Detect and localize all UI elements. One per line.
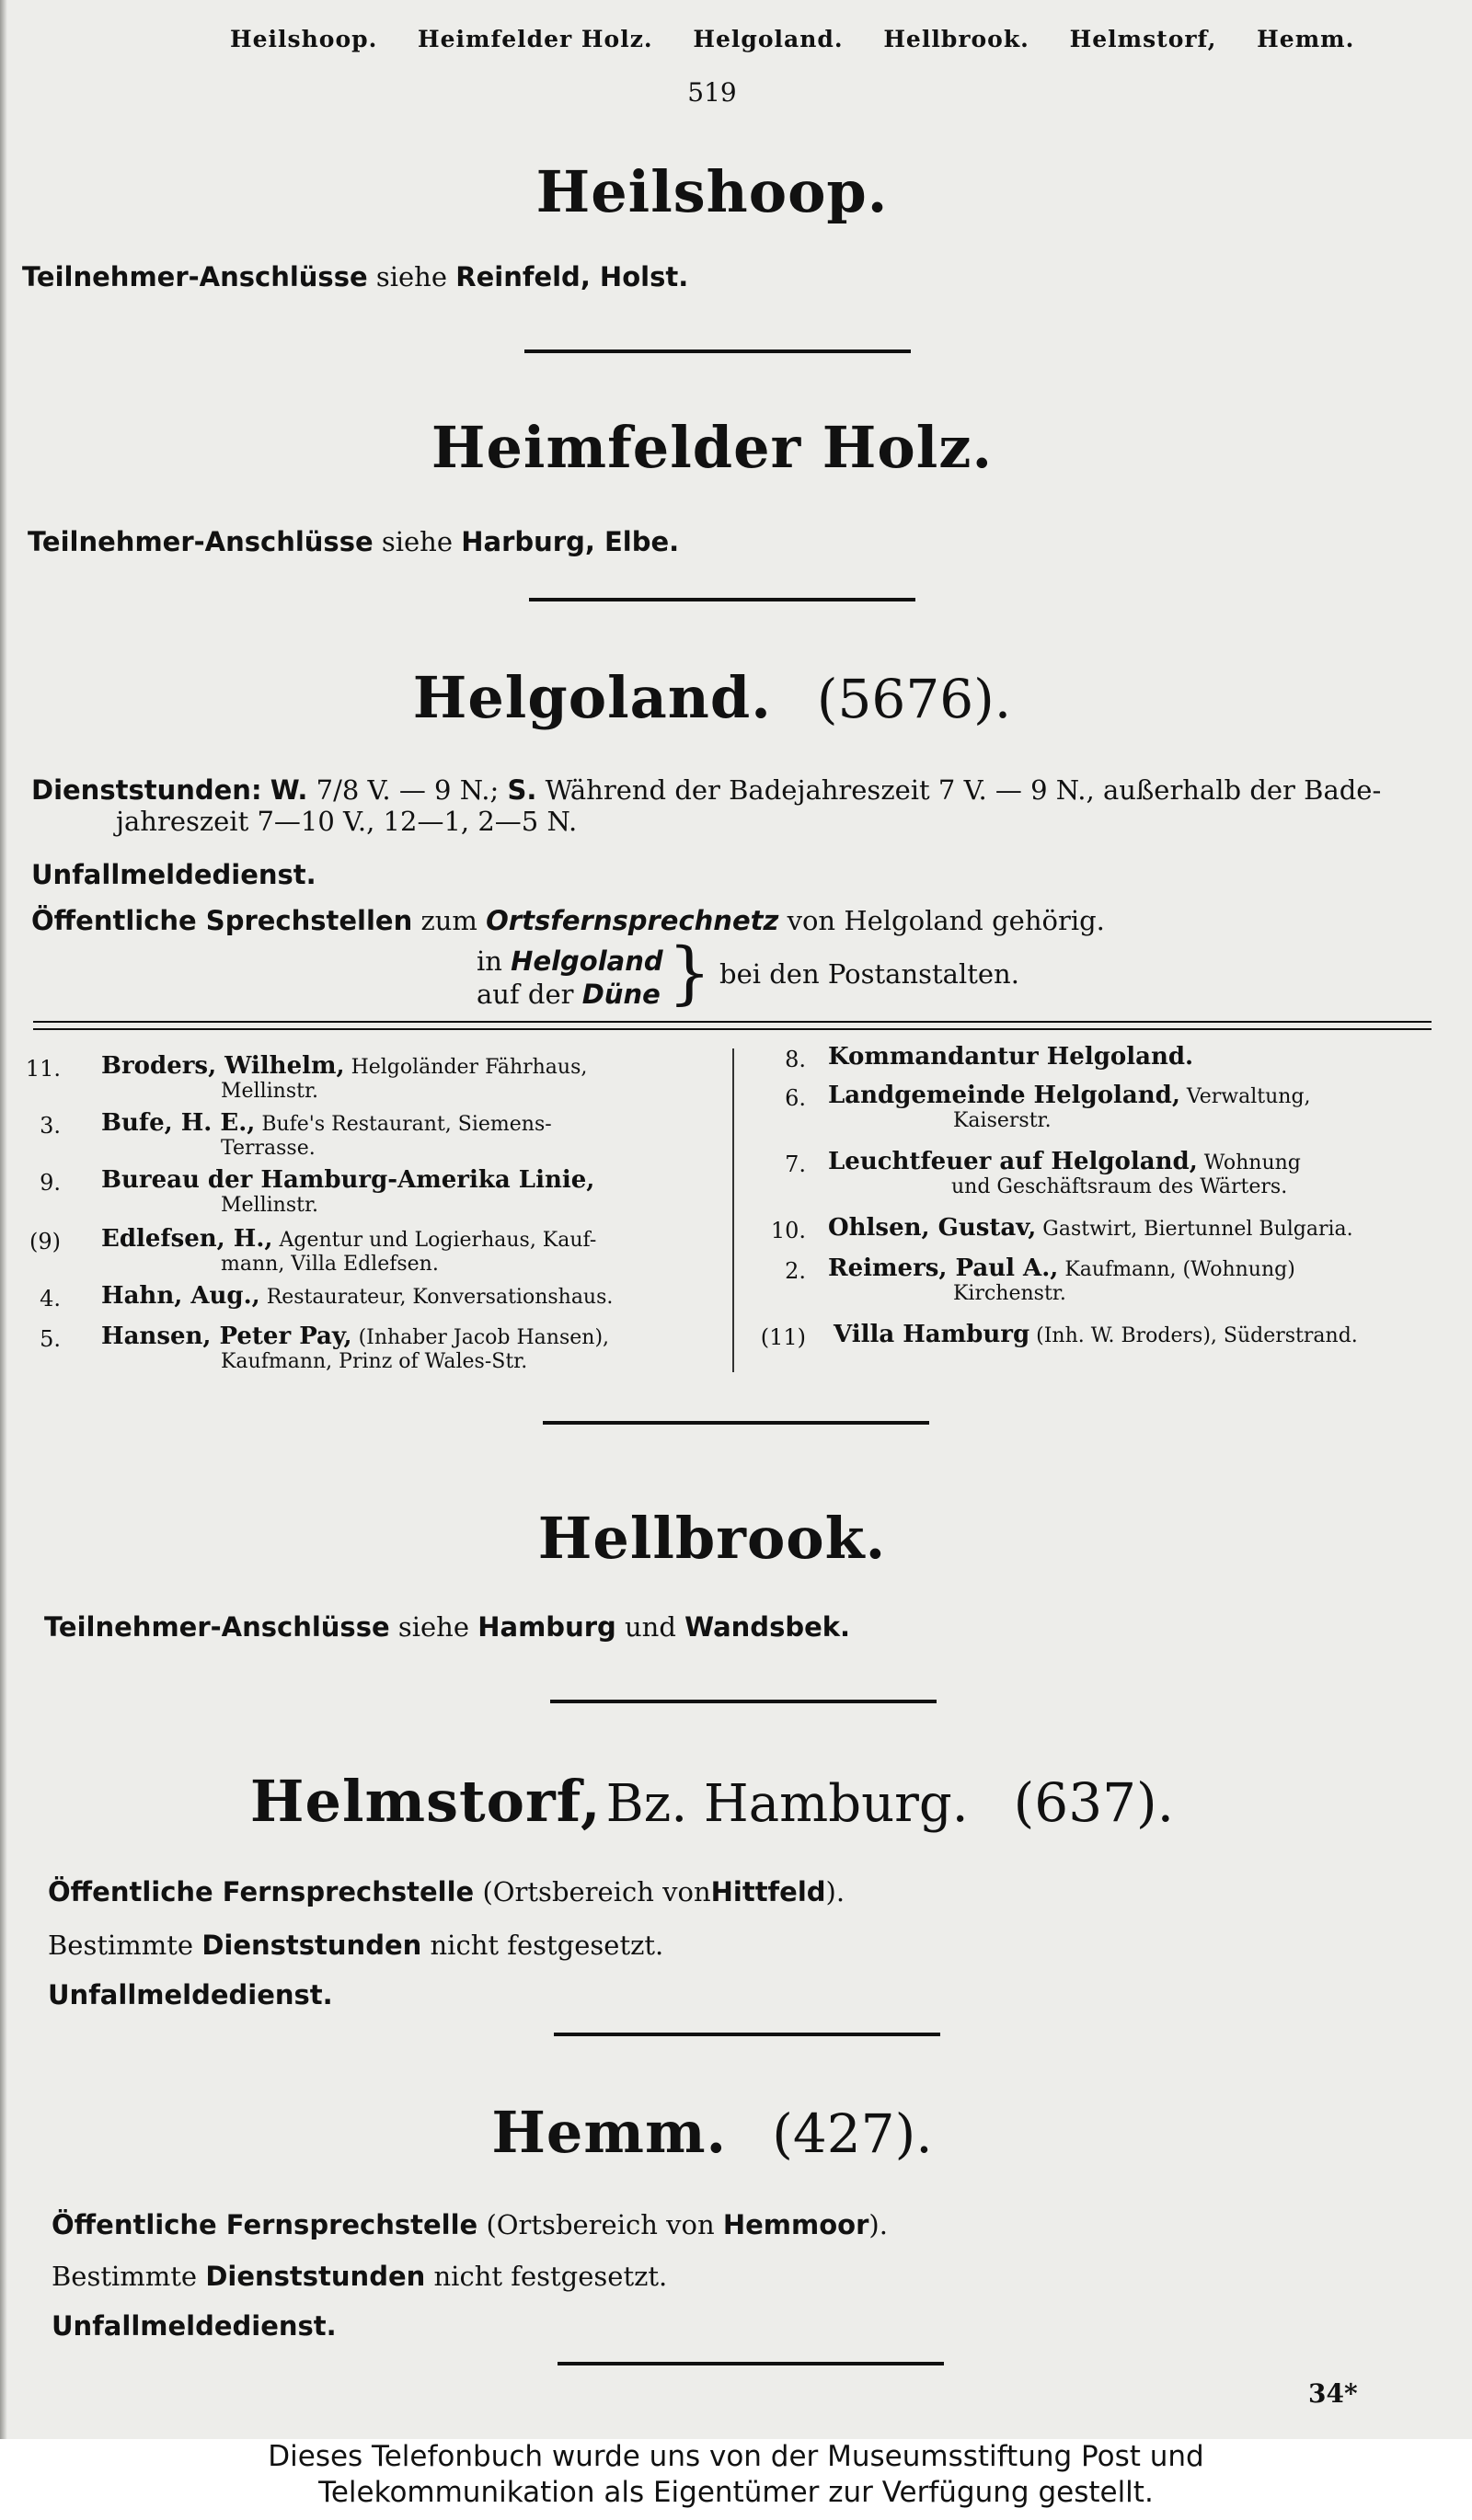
entry-name: Broders, Wilhelm, bbox=[101, 1052, 345, 1080]
heilshoop-line-ref: Reinfeld, Holst. bbox=[455, 261, 689, 292]
ownership-notice-line2: Telekommunikation als Eigentümer zur Verfügung gestellt. bbox=[318, 2476, 1154, 2509]
hemm-heading bbox=[0, 2099, 1424, 2166]
weekday-label: W. bbox=[270, 774, 308, 806]
entry-name: Bureau der Hamburg-Amerika Linie, bbox=[101, 1166, 595, 1194]
entry-number: 5. bbox=[40, 1326, 61, 1352]
fernsprechstelle-label: Öffentliche Fernsprechstelle bbox=[48, 1876, 475, 1907]
page-number: 519 bbox=[687, 77, 737, 108]
entry-desc: Gastwirt, Biertunnel Bulgaria. bbox=[1042, 1218, 1353, 1241]
hellbrook-heading bbox=[0, 1505, 1424, 1572]
entry-name: Reimers, Paul A., bbox=[828, 1254, 1059, 1282]
section-divider bbox=[543, 1421, 929, 1425]
entry-desc-cont: und Geschäftsraum des Wärters. bbox=[951, 1175, 1288, 1198]
entry-number: 9. bbox=[40, 1170, 61, 1196]
location-name: Düne bbox=[581, 979, 661, 1010]
running-header-item: Hellbrook. bbox=[883, 26, 1029, 52]
hellbrook-line-see: siehe bbox=[397, 1611, 470, 1643]
sprechstellen-von: von Helgoland gehörig. bbox=[787, 905, 1105, 936]
table-rule bbox=[33, 1028, 1432, 1030]
running-header-item: Heilshoop. bbox=[230, 26, 378, 52]
heimfelder-title: Heimfelder Holz. bbox=[431, 414, 994, 481]
table-rule bbox=[33, 1021, 1432, 1023]
running-header-item: Helgoland. bbox=[693, 26, 844, 52]
heimfelder-heading bbox=[0, 414, 1424, 481]
location-prefix: auf der bbox=[477, 979, 574, 1010]
hellbrook-line bbox=[44, 1611, 850, 1643]
entry-number: (9) bbox=[29, 1229, 61, 1254]
heimfelder-line-see: siehe bbox=[381, 526, 454, 557]
entry-number: 10. bbox=[770, 1218, 806, 1243]
hellbrook-line-ref2: Wandsbek. bbox=[684, 1611, 851, 1643]
fernsprechstelle-label: Öffentliche Fernsprechstelle bbox=[52, 2209, 478, 2240]
entry-name: Leuchtfeuer auf Helgoland, bbox=[828, 1148, 1198, 1175]
entry-name: Hansen, Peter Pay, bbox=[101, 1323, 352, 1350]
sunday-label: S. bbox=[507, 774, 537, 806]
sprechstellen-zum: zum bbox=[420, 905, 477, 936]
ortsbereich-place: Hemmoor bbox=[722, 2209, 869, 2240]
section-divider bbox=[554, 2033, 940, 2036]
helmstorf-district: Bz. Hamburg. bbox=[605, 1774, 969, 1834]
hellbrook-line-and: und bbox=[625, 1611, 676, 1643]
unfall-label: Unfallmeldedienst. bbox=[48, 1979, 333, 2010]
heimfelder-line-ref: Harburg, Elbe. bbox=[461, 526, 680, 557]
helgoland-number: (5676). bbox=[816, 668, 1012, 730]
bei-postanstalten: bei den Postanstalten. bbox=[719, 958, 1019, 990]
hemm-line2 bbox=[52, 2261, 667, 2292]
ownership-notice-line1: Dieses Telefonbuch wurde uns von der Museumsstiftung Post und bbox=[268, 2440, 1204, 2473]
heilshoop-line-label: Teilnehmer-Anschlüsse bbox=[22, 261, 368, 292]
sprechstellen-netz: Ortsfernsprechnetz bbox=[486, 905, 779, 936]
dienststunden-label: Dienststunden bbox=[201, 1930, 422, 1961]
entry-number: 3. bbox=[40, 1113, 61, 1139]
entry-desc-cont: Kaiserstr. bbox=[953, 1109, 1052, 1132]
helmstorf-line1 bbox=[48, 1876, 845, 1907]
entry-number: 7. bbox=[785, 1151, 806, 1177]
entry-desc: (Inhaber Jacob Hansen), bbox=[358, 1326, 610, 1349]
running-header-item: Heimfelder Holz. bbox=[418, 26, 653, 52]
bestimmte-text: Bestimmte bbox=[52, 2261, 198, 2292]
heimfelder-line-label: Teilnehmer-Anschlüsse bbox=[28, 526, 374, 557]
hemm-number: (427). bbox=[772, 2102, 933, 2165]
ortsbereich-place: Hittfeld bbox=[710, 1876, 826, 1907]
entry-name: Villa Hamburg bbox=[834, 1321, 1030, 1348]
hellbrook-line-ref: Hamburg bbox=[477, 1611, 616, 1643]
entry-number: 2. bbox=[785, 1258, 806, 1284]
entry-number: 4. bbox=[40, 1286, 61, 1312]
helgoland-unfall bbox=[31, 859, 316, 890]
entry-desc: Wohnung bbox=[1203, 1151, 1301, 1174]
entry-desc: Bufe's Restaurant, Siemens- bbox=[261, 1113, 552, 1136]
helmstorf-title: Helmstorf, bbox=[249, 1768, 602, 1835]
entry-name: Edlefsen, H., bbox=[101, 1225, 273, 1253]
entry-desc-cont: mann, Villa Edlefsen. bbox=[221, 1253, 439, 1276]
entry-desc-cont: Mellinstr. bbox=[221, 1194, 319, 1217]
heimfelder-line bbox=[28, 526, 679, 557]
sprechstellen-label: Öffentliche Sprechstellen bbox=[31, 905, 413, 936]
ortsbereich-text: (Ortsbereich von bbox=[482, 1876, 711, 1907]
entry-desc: Helgoländer Fährhaus, bbox=[351, 1056, 588, 1079]
entry-name: Landgemeinde Helgoland, bbox=[828, 1082, 1180, 1109]
helmstorf-line2 bbox=[48, 1930, 663, 1961]
ortsbereich-end: ). bbox=[868, 2209, 888, 2240]
entry-desc: Restaurateur, Konversationshaus. bbox=[266, 1286, 614, 1309]
entry-name: Ohlsen, Gustav, bbox=[828, 1214, 1037, 1242]
section-divider bbox=[558, 2362, 944, 2365]
column-divider bbox=[732, 1048, 734, 1372]
location-name: Helgoland bbox=[511, 945, 663, 977]
entry-desc: (Inh. W. Broders), Süderstrand. bbox=[1036, 1324, 1358, 1347]
entry-number: (11) bbox=[760, 1324, 806, 1350]
dienststunden-label: Dienststunden: bbox=[31, 774, 262, 806]
brace: } bbox=[668, 934, 712, 1013]
running-header bbox=[230, 26, 1426, 52]
festgesetzt-text: nicht festgesetzt. bbox=[433, 2261, 668, 2292]
heilshoop-line-see: siehe bbox=[375, 261, 448, 292]
ownership-notice bbox=[0, 2439, 1472, 2520]
hemm-line3 bbox=[52, 2310, 337, 2342]
helgoland-dienststunden bbox=[31, 774, 1381, 806]
heilshoop-line bbox=[22, 261, 688, 292]
entry-name: Kommandantur Helgoland. bbox=[828, 1043, 1194, 1071]
bestimmte-text: Bestimmte bbox=[48, 1930, 194, 1961]
section-divider bbox=[529, 598, 915, 601]
heilshoop-title: Heilshoop. bbox=[535, 158, 889, 225]
hemm-line1 bbox=[52, 2209, 888, 2240]
ortsbereich-end: ). bbox=[825, 1876, 845, 1907]
entry-name: Hahn, Aug., bbox=[101, 1282, 260, 1310]
running-header-item: Helmstorf, bbox=[1069, 26, 1217, 52]
location-prefix: in bbox=[477, 945, 502, 977]
dienststunden-label: Dienststunden bbox=[205, 2261, 426, 2292]
entry-desc-cont: Terrasse. bbox=[221, 1137, 316, 1160]
heilshoop-heading bbox=[0, 158, 1424, 225]
entry-desc-cont: Kirchenstr. bbox=[953, 1282, 1066, 1305]
entry-desc: Agentur und Logierhaus, Kauf- bbox=[279, 1229, 597, 1252]
helmstorf-line3 bbox=[48, 1979, 333, 2010]
weekday-hours: 7/8 V. — 9 N.; bbox=[316, 774, 500, 806]
location-helgoland bbox=[477, 945, 663, 977]
entry-desc: Verwaltung, bbox=[1186, 1085, 1311, 1108]
helgoland-heading bbox=[0, 664, 1424, 731]
helgoland-dienststunden-cont: jahreszeit 7—10 V., 12—1, 2—5 N. bbox=[116, 806, 578, 837]
section-divider bbox=[550, 1700, 937, 1703]
entry-number: 8. bbox=[785, 1047, 806, 1072]
hellbrook-line-label: Teilnehmer-Anschlüsse bbox=[44, 1611, 390, 1643]
unfall-label: Unfallmeldedienst. bbox=[31, 859, 316, 890]
ortsbereich-text: (Ortsbereich von bbox=[486, 2209, 715, 2240]
location-duene bbox=[477, 979, 661, 1010]
helgoland-title: Helgoland. bbox=[412, 664, 772, 731]
entry-number: 11. bbox=[25, 1056, 61, 1082]
festgesetzt-text: nicht festgesetzt. bbox=[430, 1930, 664, 1961]
unfall-label: Unfallmeldedienst. bbox=[52, 2310, 337, 2342]
section-divider bbox=[524, 349, 911, 353]
hellbrook-title: Hellbrook. bbox=[537, 1505, 887, 1572]
helgoland-sprechstellen bbox=[31, 905, 1105, 936]
helmstorf-heading bbox=[0, 1768, 1424, 1835]
hemm-title: Hemm. bbox=[491, 2099, 728, 2166]
entry-desc-cont: Kaufmann, Prinz of Wales-Str. bbox=[221, 1350, 528, 1373]
entry-desc: Kaufmann, (Wohnung) bbox=[1064, 1258, 1295, 1281]
helmstorf-number: (637). bbox=[1013, 1771, 1175, 1834]
sunday-hours: Während der Badejahreszeit 7 V. — 9 N., außerhalb der Bade- bbox=[545, 774, 1382, 806]
entry-number: 6. bbox=[785, 1085, 806, 1111]
entry-name: Bufe, H. E., bbox=[101, 1109, 256, 1137]
running-header-item: Hemm. bbox=[1257, 26, 1355, 52]
entry-desc-cont: Mellinstr. bbox=[221, 1080, 319, 1103]
signature-mark: 34* bbox=[1308, 2378, 1358, 2409]
